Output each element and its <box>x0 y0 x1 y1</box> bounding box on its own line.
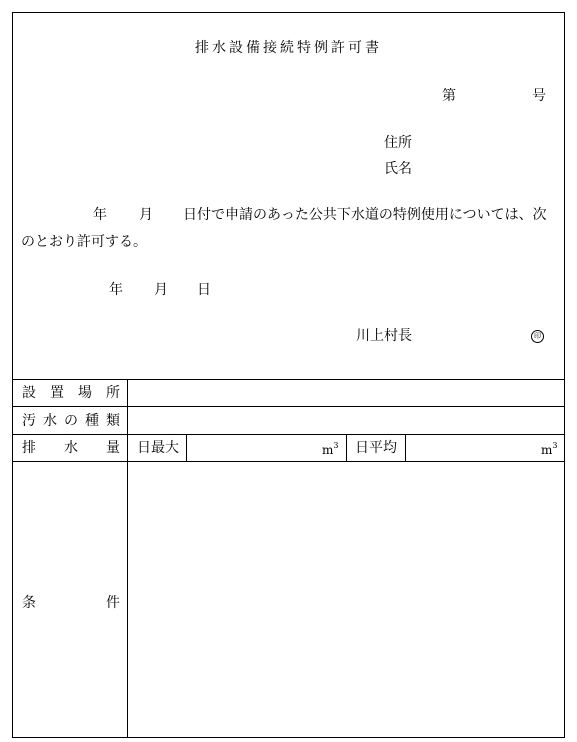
body-line1: 日付で申請のあった公共下水道の特例使用については、次 <box>183 207 547 223</box>
sewage-type-label: 汚 水 の 種 類 <box>22 413 120 429</box>
sewage-type-field[interactable] <box>128 407 564 434</box>
conditions-label: 条 件 <box>22 595 120 611</box>
number-go: 号 <box>532 88 546 104</box>
permit-form <box>12 12 565 738</box>
address-label: 住所 <box>384 135 412 151</box>
body-line2: のとおり許可する。 <box>21 234 147 250</box>
body-year: 年 <box>93 207 107 223</box>
daily-max-label: 日最大 <box>137 440 179 456</box>
issuer-title: 川上村長 <box>356 328 412 344</box>
location-label: 設 置 場 所 <box>22 385 120 401</box>
name-label: 氏名 <box>384 161 412 177</box>
document-title: 排水設備接続特例許可書 <box>195 40 382 56</box>
discharge-label: 排 水 量 <box>22 440 120 456</box>
seal-mark: 印 <box>531 330 544 343</box>
daily-max-unit: $m^3$ <box>322 441 339 457</box>
date-year: 年 <box>109 282 123 298</box>
number-dai: 第 <box>442 88 456 104</box>
location-field[interactable] <box>128 380 564 406</box>
body-month: 月 <box>139 207 153 223</box>
daily-avg-label: 日平均 <box>355 440 397 456</box>
date-day: 日 <box>197 282 211 298</box>
date-month: 月 <box>154 282 168 298</box>
conditions-field[interactable] <box>128 462 564 737</box>
cell-divider <box>346 434 347 461</box>
daily-avg-unit: $m^3$ <box>541 441 558 457</box>
